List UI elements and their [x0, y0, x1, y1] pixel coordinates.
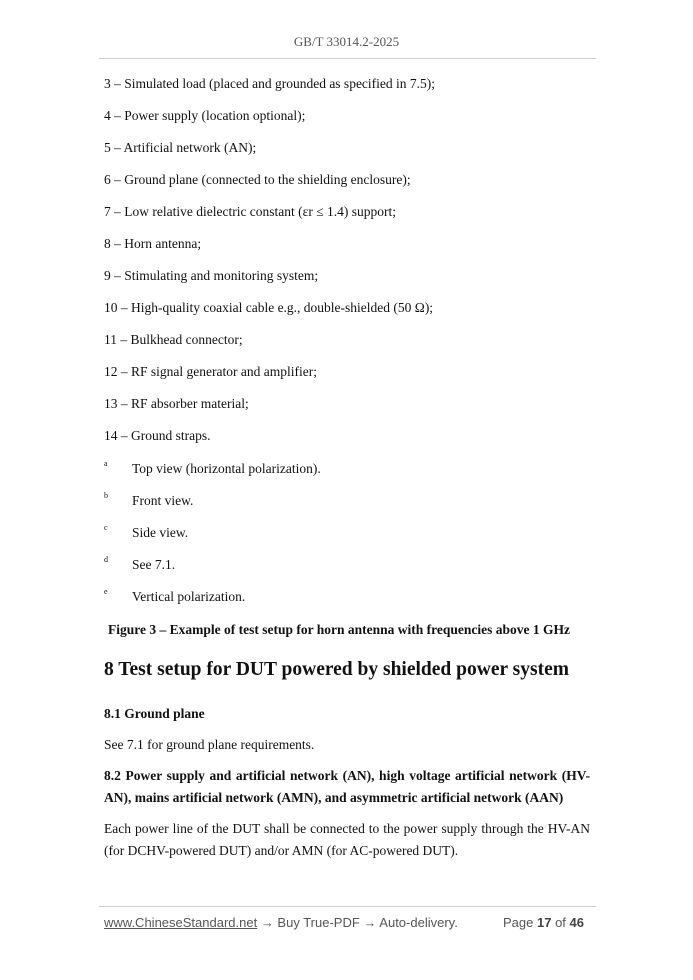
footnote-text: Top view (horizontal polarization). — [132, 461, 321, 476]
figure-caption: Figure 3 – Example of test setup for horn antenna with frequencies above 1 GHz — [108, 622, 570, 637]
footer — [104, 915, 584, 930]
footnote-mark: b — [104, 491, 108, 500]
paragraph-8-2: Each power line of the DUT shall be connected to the power supply through the HV-AN (for DCHV-powered DUT) and/or AMN (for AC-powered DUT). — [104, 821, 590, 858]
paragraph-8-1: See 7.1 for ground plane requirements. — [104, 737, 315, 752]
legend-item: 3 – Simulated load (placed and grounded as specified in 7.5); — [104, 76, 436, 91]
subsection-heading-8-2: 8.2 Power supply and artificial network (AN), high voltage artificial network (HV-AN), mains artificial network (AMN), and asymmetric artificial network (AAN) — [104, 768, 590, 805]
legend-item: 6 – Ground plane (connected to the shielding enclosure); — [104, 172, 411, 187]
footnote-text: See 7.1. — [132, 557, 176, 572]
footnote-text: Side view. — [132, 525, 189, 540]
footnote-mark: e — [104, 587, 108, 596]
page-label: Page — [502, 915, 534, 930]
legend-item: 5 – Artificial network (AN); — [104, 140, 257, 155]
legend-item: 14 – Ground straps. — [104, 428, 211, 443]
total-pages: 46 — [569, 915, 584, 930]
page-number — [503, 915, 584, 930]
legend-item: 11 – Bulkhead connector; — [104, 332, 243, 347]
document-id-header: GB/T 33014.2-2025 — [293, 34, 400, 49]
footnote-mark: c — [104, 523, 108, 532]
section-heading: 8 Test setup for DUT powered by shielded power system — [104, 659, 569, 680]
footnote-mark: a — [104, 459, 108, 468]
legend-item: 12 – RF signal generator and amplifier; — [104, 364, 317, 379]
footer-promo: → Buy True-PDF → Auto-delivery. — [257, 915, 458, 930]
legend-item: 9 – Stimulating and monitoring system; — [104, 268, 319, 283]
footer-divider — [99, 906, 596, 907]
footnote-mark: d — [104, 555, 108, 564]
footnote-text: Vertical polarization. — [132, 589, 246, 604]
legend-item: 10 – High-quality coaxial cable e.g., double-shielded (50 Ω); — [104, 300, 434, 315]
legend-item: 4 – Power supply (location optional); — [104, 108, 306, 123]
current-page: 17 — [536, 915, 552, 930]
legend-item: 13 – RF absorber material; — [104, 396, 249, 411]
of-label: of — [555, 915, 566, 930]
legend-item: 7 – Low relative dielectric constant (εr ≤ 1.4) support; — [104, 204, 396, 219]
header-divider — [99, 58, 596, 59]
website-link[interactable]: www.ChineseStandard.net — [104, 915, 258, 930]
legend-item: 8 – Horn antenna; — [104, 236, 202, 251]
footnote-text: Front view. — [132, 493, 194, 508]
subsection-heading-8-1: 8.1 Ground plane — [104, 706, 205, 721]
